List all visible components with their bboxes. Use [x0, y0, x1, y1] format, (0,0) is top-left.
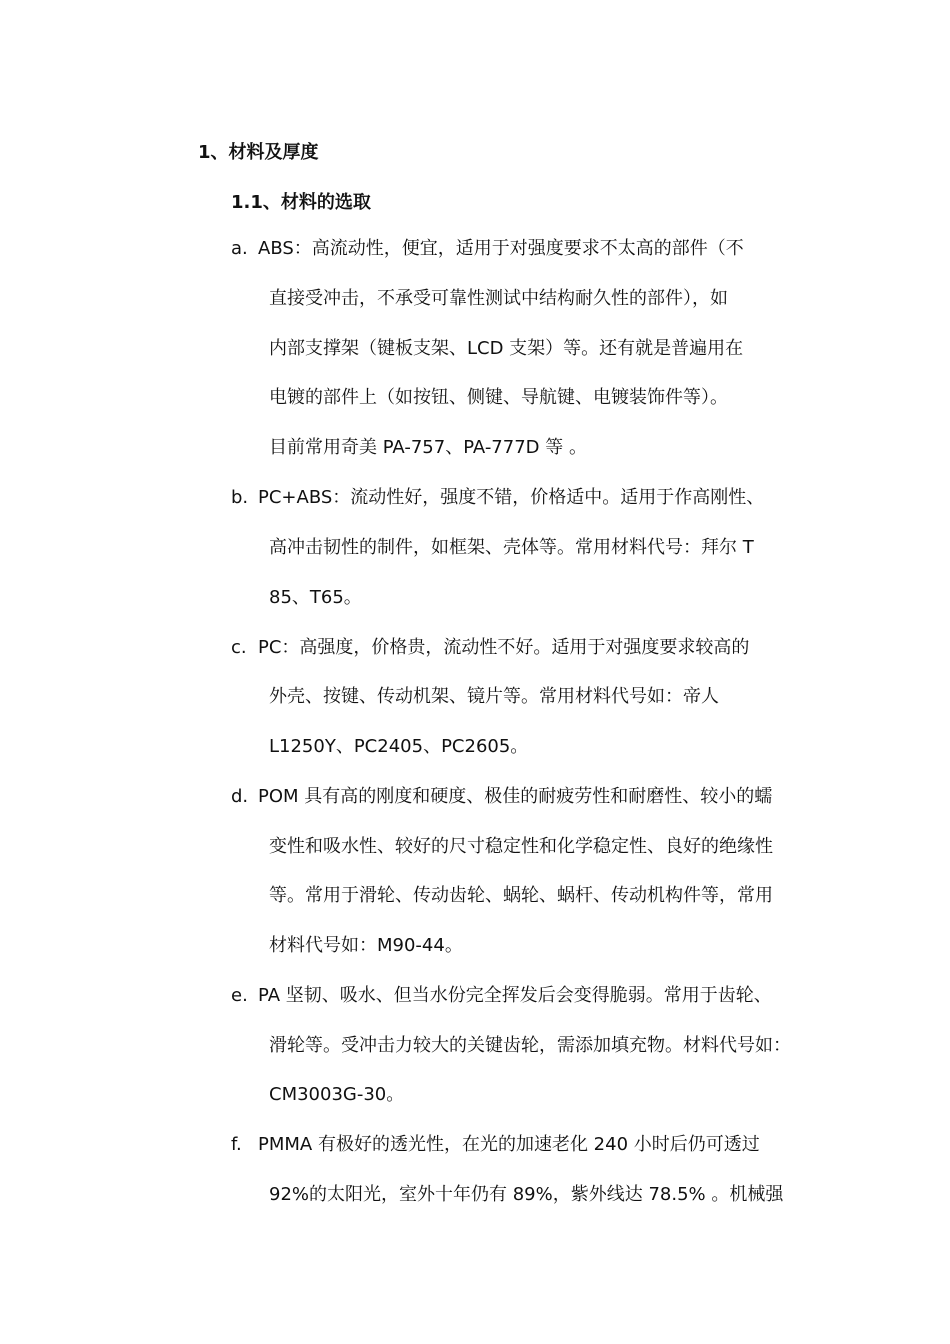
- list-item-line: 电镀的部件上（如按钮、侧键、导航键、电镀装饰件等）。: [269, 387, 728, 408]
- list-item-line: PC：高强度，价格贵，流动性不好。适用于对强度要求较高的: [258, 637, 750, 658]
- list-item-line: ABS：高流动性，便宜，适用于对强度要求不太高的部件（不: [258, 238, 744, 259]
- list-marker: a.: [231, 238, 248, 259]
- list-marker: d.: [231, 786, 249, 807]
- list-item-line: 目前常用奇美 PA-757、PA-777D 等 。: [269, 437, 587, 458]
- list-item-line: 85、T65。: [269, 587, 362, 608]
- list-item-line: 92%的太阳光，室外十年仍有 89%，紫外线达 78.5% 。机械强: [269, 1184, 784, 1205]
- list-item-line: 滑轮等。受冲击力较大的关键齿轮，需添加填充物。材料代号如：: [269, 1035, 791, 1056]
- list-item-line: POM 具有高的刚度和硬度、极佳的耐疲劳性和耐磨性、较小的蠕: [258, 786, 773, 807]
- list-item-line: 内部支撑架（键板支架、LCD 支架）等。还有就是普遍用在: [269, 338, 744, 359]
- list-item-line: L1250Y、PC2405、PC2605。: [269, 736, 529, 757]
- list-item-line: 等。常用于滑轮、传动齿轮、蜗轮、蜗杆、传动机构件等，常用: [269, 885, 773, 906]
- list-item-line: PC+ABS：流动性好，强度不错，价格适中。适用于作高刚性、: [258, 487, 765, 508]
- section-heading: 1、材料及厚度: [198, 142, 319, 163]
- list-marker: f.: [231, 1134, 242, 1155]
- list-item-line: 直接受冲击，不承受可靠性测试中结构耐久性的部件），如: [269, 288, 728, 309]
- list-item-line: 外壳、按键、传动机架、镜片等。常用材料代号如：帝人: [269, 686, 719, 707]
- list-item-line: PMMA 有极好的透光性，在光的加速老化 240 小时后仍可透过: [258, 1134, 760, 1155]
- list-marker: b.: [231, 487, 249, 508]
- list-item-line: CM3003G-30。: [269, 1084, 405, 1105]
- list-marker: e.: [231, 985, 248, 1006]
- list-item-line: PA 坚韧、吸水、但当水份完全挥发后会变得脆弱。常用于齿轮、: [258, 985, 772, 1006]
- list-item-line: 变性和吸水性、较好的尺寸稳定性和化学稳定性、良好的绝缘性: [269, 836, 773, 857]
- list-marker: c.: [231, 637, 247, 658]
- list-item-line: 材料代号如：M90-44。: [269, 935, 463, 956]
- list-item-line: 高冲击韧性的制件，如框架、壳体等。常用材料代号：拜尔 T: [269, 537, 754, 558]
- subsection-heading: 1.1、材料的选取: [231, 192, 371, 213]
